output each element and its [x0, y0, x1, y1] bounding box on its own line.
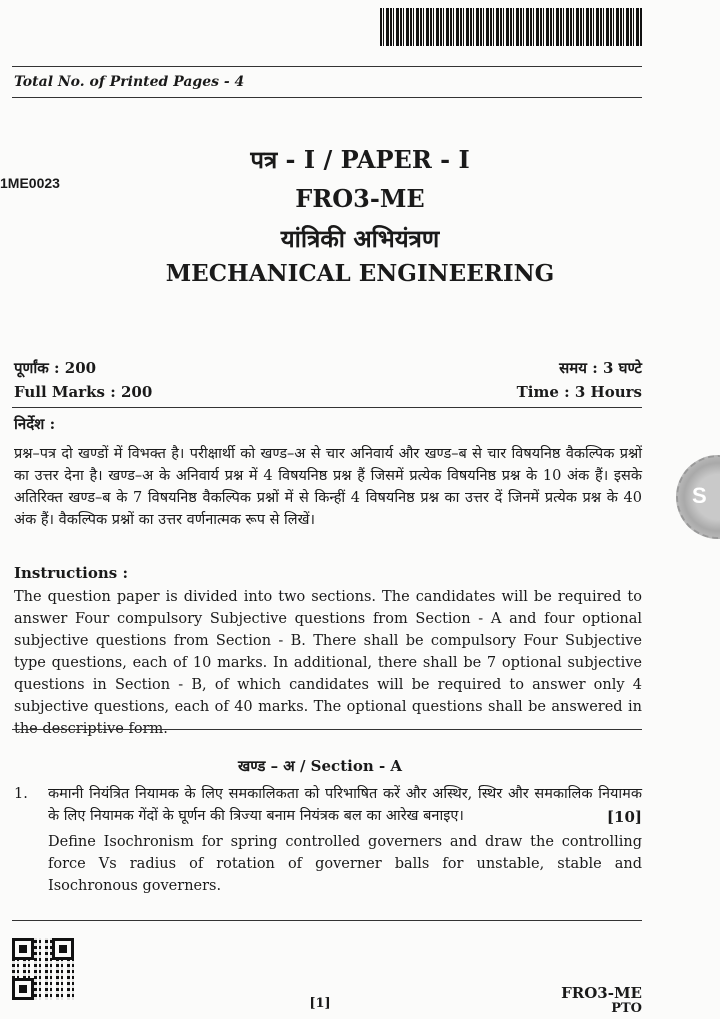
instructions-text-hindi: प्रश्न–पत्र दो खण्डों में विभक्त है। परीक्षार्थी को खण्ड–अ से चार अनिवार्य और खण्ड–ब से चार विषयनिष्ठ वैकल्पिक प्रश्नों का उत्तर देना है। खण्ड–अ के अनिवार्य प्रश्न में 4 विषयनिष्ठ प्रश्न हैं जिसमें प्रत्येक विषयनिष्ठ प्रश्न के 10 अंक हैं। इसके अतिरिक्त खण्ड–ब के 7 विषयनिष्ठ वैकल्पिक प्रश्नों में से किन्हीं 4 विषयनिष्ठ प्रश्न का उत्तर दें जिनमें प्रत्येक प्रश्न के 40 अंक हैं। वैकल्पिक प्रश्नों का उत्तर वर्णनात्मक रूप से लिखें।	[14, 446, 642, 528]
header-rule	[12, 66, 642, 67]
instructions-text-english: The question paper is divided into two sections. The candidates will be required to answer Four compulsory Subjective questions from Section - A and four optional subjective questions from Section - B. There shall be compulsory Four Subjective type questions, each of 10 marks. In additional, there shall be 7 optional subjective questions in Section - B, of which candidates will be required to answer only 4 subjective questions, each of 40 marks. The optional questions shall be answered in the descriptive form.	[14, 589, 642, 737]
exam-code-title: FRO3-ME	[295, 184, 425, 213]
footer-code: FRO3-ME	[561, 984, 642, 1002]
qr-code	[12, 938, 74, 1000]
stamp-letter: S	[692, 483, 707, 508]
total-pages-text: Total No. of Printed Pages - 4	[14, 74, 245, 90]
footer-rule	[12, 920, 642, 921]
barcode	[380, 8, 642, 46]
instructions-rule	[12, 729, 642, 730]
question-text-hindi: कमानी नियंत्रित नियामक के लिए समकालिकता को परिभाषित करें और अस्थिर, स्थिर और समकालिक नियामक के लिए नियामक गेंदों के घूर्णन की त्रिज्या बनाम नियंत्रक बल का आरेख बनाइए।	[48, 786, 642, 824]
time-hindi: समय : 3 घण्टे	[559, 359, 642, 377]
question-number: 1.	[14, 786, 28, 802]
subject-hindi-title: यांत्रिकी अभियंत्रण	[280, 224, 440, 253]
paper-title: पत्र - I / PAPER - I	[250, 145, 470, 174]
marks-rule	[12, 407, 642, 408]
time-english: Time : 3 Hours	[516, 383, 642, 401]
footer-pto: PTO	[611, 1001, 642, 1016]
stamp-seal	[676, 455, 720, 539]
instructions-heading-hindi: निर्देश :	[14, 415, 56, 433]
paper-code: 1ME0023	[0, 175, 60, 191]
full-marks-hindi: पूर्णांक : 200	[14, 359, 97, 377]
instructions-heading-english: Instructions :	[14, 564, 128, 582]
page-number: [1]	[309, 996, 331, 1011]
header-rule-lower	[12, 97, 642, 98]
full-marks-english: Full Marks : 200	[14, 383, 153, 401]
question-marks: [10]	[606, 808, 642, 826]
question-text-english: Define Isochronism for spring controlled governers and draw the controlling force Vs radius of rotation of governer balls for unstable, stable and Isochronous governers.	[48, 834, 642, 894]
section-a-heading: खण्ड – अ / Section - A	[237, 757, 403, 775]
subject-english-title: MECHANICAL ENGINEERING	[165, 260, 555, 287]
